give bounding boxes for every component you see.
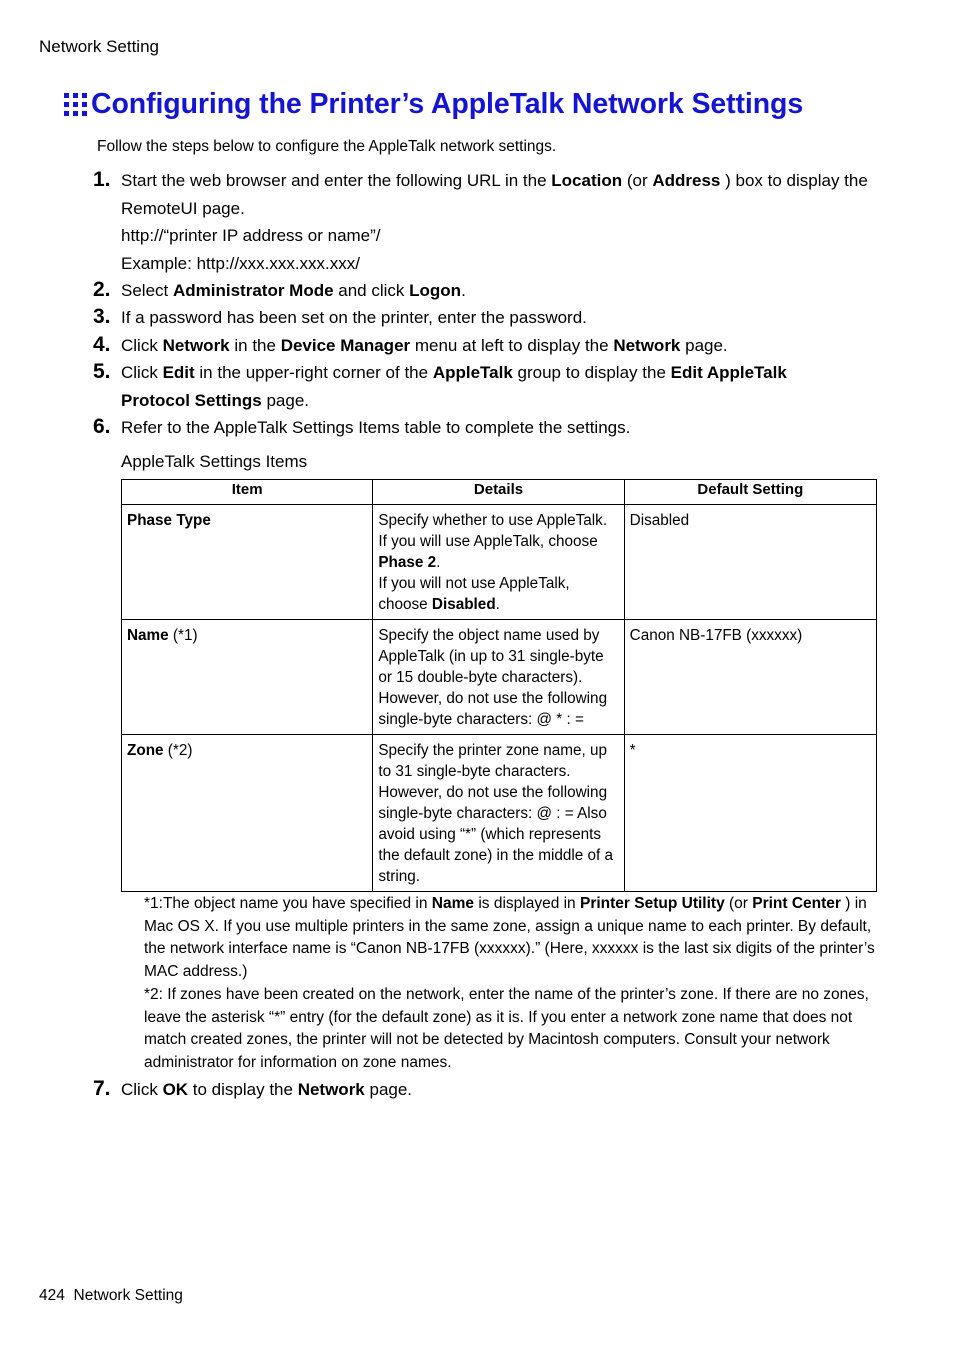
step-number: 1.: [93, 168, 111, 191]
url-line: http://“printer IP address or name”/: [121, 226, 381, 245]
step-1-text: Start the web browser and enter the following URL in the Location (or Address ) box to display the RemoteUI page. http://“printer IP address or name”/ Example: http://xxx.xxx.xxx.xxx/: [121, 171, 868, 273]
default-cell: *: [624, 735, 876, 892]
step-3-text: If a password has been set on the printer, enter the password.: [121, 308, 587, 327]
step-number: 5.: [93, 360, 111, 383]
page-title-row: [64, 88, 803, 121]
details-cell: Specify whether to use AppleTalk. If you will use AppleTalk, choose Phase 2. If you will not use AppleTalk, choose Disabled.: [373, 505, 624, 620]
step-4-text: Click Network in the Device Manager menu at left to display the Network page.: [121, 336, 728, 355]
step-number: 7.: [93, 1077, 111, 1100]
details-cell: Specify the printer zone name, up to 31 single-byte characters. However, do not use the following single-byte characters: @ : = Also avoid using “*” (which represents the default zone) in the middle of a string.: [373, 735, 624, 892]
table-row: [122, 620, 877, 735]
page-footer: [39, 1287, 183, 1305]
footnote-1: *1:The object name you have specified in Name is displayed in Printer Setup Utility (or Print Center ) in Mac OS X. If you use multiple printers in the same zone, assign a unique name to each printer. By default, the network interface name is “Canon NB-17FB (xxxxxx).” (Here, xxxxxx is the last six digits of the printer’s MAC address.): [144, 895, 875, 980]
item-cell: Zone (*2): [122, 735, 373, 892]
default-cell: Disabled: [624, 505, 876, 620]
column-header: Details: [373, 480, 624, 505]
step-7-text: Click OK to display the Network page.: [121, 1080, 413, 1099]
table-header-row: [122, 480, 877, 505]
intro-text: Follow the steps below to configure the AppleTalk network settings.: [97, 138, 557, 155]
table-caption: AppleTalk Settings Items: [121, 452, 308, 471]
step-number: 4.: [93, 333, 111, 356]
column-header: Default Setting: [624, 480, 876, 505]
step-2-text: Select Administrator Mode and click Logon.: [121, 281, 466, 300]
details-cell: Specify the object name used by AppleTalk (in up to 31 single-byte or 15 double-byte characters). However, do not use the following single-byte characters: @ * : =: [373, 620, 624, 735]
table-row: [122, 505, 877, 620]
example-line: Example: http://xxx.xxx.xxx.xxx/: [121, 253, 361, 273]
page-number: 424: [39, 1287, 65, 1304]
step-number: 6.: [93, 415, 111, 438]
column-header: Item: [122, 480, 373, 505]
step-5-text: Click Edit in the upper-right corner of the AppleTalk group to display the Edit AppleTalk Protocol Settings page.: [121, 363, 787, 410]
grid-icon: [64, 93, 87, 116]
default-cell: Canon NB-17FB (xxxxxx): [624, 620, 876, 735]
settings-table: [121, 479, 877, 892]
step-number: 2.: [93, 278, 111, 301]
running-header: Network Setting: [39, 37, 159, 56]
footnote-2: *2: If zones have been created on the network, enter the name of the printer’s zone. If there are no zones, leave the asterisk “*” entry (for the default zone) as it is. If you enter a network zone name that does not match created zones, the printer will not be detected by Macintosh computers. Consult your network administrator for information on zone names.: [144, 986, 869, 1071]
item-cell: Phase Type: [122, 505, 373, 620]
step-6-text: Refer to the AppleTalk Settings Items table to complete the settings.: [121, 418, 631, 437]
footer-section-label: Network Setting: [73, 1287, 183, 1304]
table-row: [122, 735, 877, 892]
page-title: Configuring the Printer’s AppleTalk Network Settings: [91, 88, 804, 120]
step-number: 3.: [93, 305, 111, 328]
item-cell: Name (*1): [122, 620, 373, 735]
